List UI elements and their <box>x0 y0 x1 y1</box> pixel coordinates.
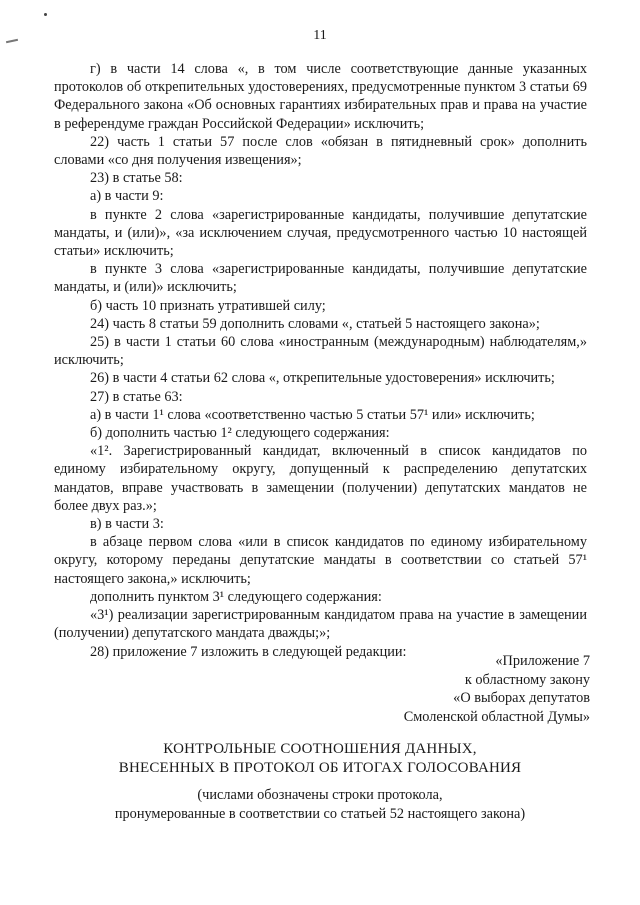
appendix-line: «О выборах депутатов <box>453 690 590 706</box>
paragraph: 25) в части 1 статьи 60 слова «иностранным (международным) наблюдателям,» исключить; <box>54 334 587 369</box>
title-line: ВНЕСЕННЫХ В ПРОТОКОЛ ОБ ИТОГАХ ГОЛОСОВАНИЯ <box>118 760 522 776</box>
note-line: пронумерованные в соответствии со статьей 52 настоящего закона) <box>114 805 526 822</box>
paragraph: «3¹) реализации зарегистрированным кандидатом права на участие в замещении (получении) депутатского мандата дважды;»; <box>54 607 587 642</box>
paragraph: в) в части 3: <box>90 516 164 533</box>
paragraph: 26) в части 4 статьи 62 слова «, открепительные удостоверения» исключить; <box>90 370 555 387</box>
paragraph: в пункте 3 слова «зарегистрированные кандидаты, получившие депутатские мандаты, и (или)» исключить; <box>54 261 587 296</box>
appendix-line: «Приложение 7 <box>495 653 590 669</box>
title-line: КОНТРОЛЬНЫЕ СООТНОШЕНИЯ ДАННЫХ, <box>163 741 477 757</box>
paragraph: б) дополнить частью 1² следующего содержания: <box>90 425 390 442</box>
section-title <box>0 740 640 778</box>
paragraph: 24) часть 8 статьи 59 дополнить словами «, статьей 5 настоящего закона»; <box>90 315 540 332</box>
paragraph: а) в части 9: <box>90 188 164 205</box>
paragraph: в абзаце первом слова «или в список кандидатов по единому избирательному округу, которому переданы депутатские мандаты в соответствии со статьей 57¹ настоящего закона,» исключить; <box>54 534 587 587</box>
section-note <box>0 786 640 823</box>
paragraph: «1². Зарегистрированный кандидат, включенный в список кандидатов по единому избирательному округу, допущенный к распределению депутатских мандатов, вправе участвовать в замещении (получении) депутатских мандатов не более двух раз.»; <box>54 443 587 514</box>
paragraph: 23) в статье 58: <box>90 170 183 187</box>
appendix-header <box>404 652 590 726</box>
note-line: (числами обозначены строки протокола, <box>197 787 443 803</box>
scan-dot-mark <box>44 13 47 16</box>
paragraph: 27) в статье 63: <box>90 388 183 405</box>
paragraph: 28) приложение 7 изложить в следующей редакции: <box>90 643 407 660</box>
document-body <box>54 60 587 661</box>
paragraph: б) часть 10 признать утратившей силу; <box>90 297 326 314</box>
appendix-line: к областному закону <box>464 671 590 688</box>
paragraph: 22) часть 1 статьи 57 после слов «обязан в пятидневный срок» дополнить словами «со дня получения извещения»; <box>54 133 587 169</box>
paragraph: дополнить пунктом 3¹ следующего содержания: <box>90 588 382 605</box>
paragraph: а) в части 1¹ слова «соответственно частью 5 статьи 57¹ или» исключить; <box>90 406 535 423</box>
paragraph: в пункте 2 слова «зарегистрированные кандидаты, получившие депутатские мандаты, и (или)», «за исключением случая, предусмотренного частью 10 настоящей статьи» исключить; <box>54 206 587 260</box>
paragraph: г) в части 14 слова «, в том числе соответствующие данные указанных протоколов об открепительных удостоверениях, предусмотренные пунктом 3 статьи 69 Федерального закона «Об основных гарантиях избирательных прав и права на участие в референдуме граждан Российской Федерации» исключить; <box>54 61 587 132</box>
page-number: 11 <box>313 28 327 43</box>
appendix-line: Смоленской областной Думы» <box>403 708 590 725</box>
